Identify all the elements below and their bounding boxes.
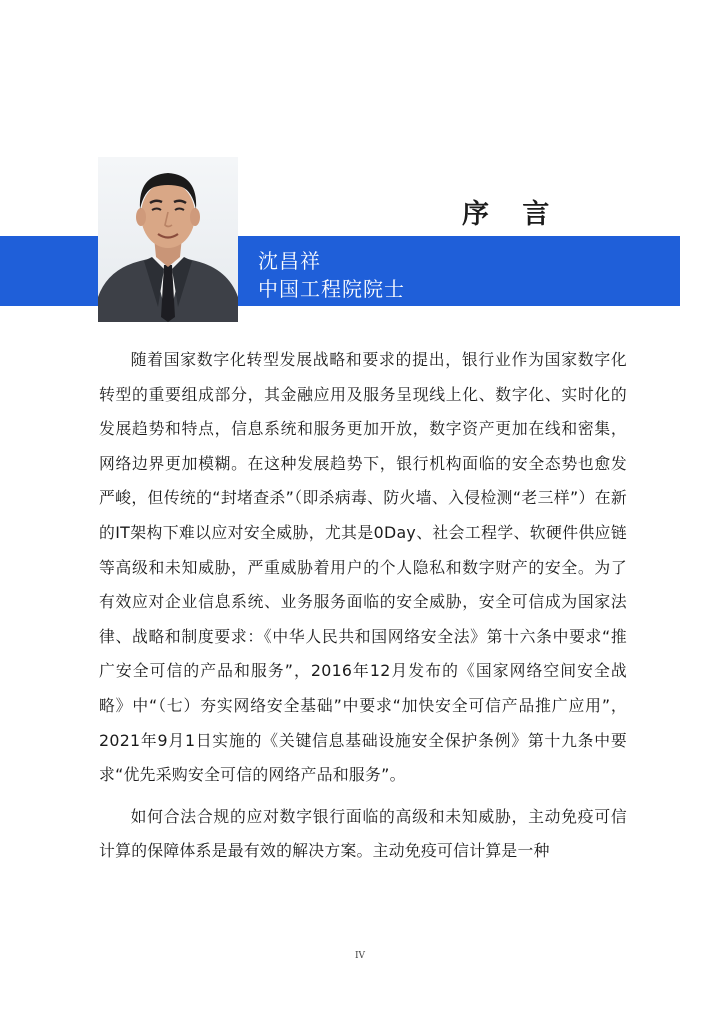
page-number: IV xyxy=(355,951,366,961)
author-portrait xyxy=(98,157,238,322)
preface-body xyxy=(99,343,627,869)
page-title: 序 言 xyxy=(462,199,562,230)
paragraph: 随着国家数字化转型发展战略和要求的提出，银行业作为国家数字化转型的重要组成部分，其金融应用及服务呈现线上化、数字化、实时化的发展趋势和特点，信息系统和服务更加开放，数字资产更加在线和密集，网络边界更加模糊。在这种发展趋势下，银行机构面临的安全态势也愈发严峻，但传统的“封堵查杀”（即杀病毒、防火墙、入侵检测“老三样”）在新的IT架构下难以应对安全威胁，尤其是0Day、社会工程学、软硬件供应链等高级和未知威胁，严重威胁着用户的个人隐私和数字财产的安全。为了有效应对企业信息系统、业务服务面临的安全威胁，安全可信成为国家法律、战略和制度要求：《中华人民共和国网络安全法》第十六条中要求“推广安全可信的产品和服务”，2016年12月发布的《国家网络空间安全战略》中“（七）夯实网络安全基础”中要求“加快安全可信产品推广应用”，2021年9月1日实施的《关键信息基础设施安全保护条例》第十九条中要求“优先采购安全可信的网络产品和服务”。 xyxy=(99,350,627,785)
author-title: 中国工程院院士 xyxy=(258,277,405,301)
portrait-photo xyxy=(98,157,238,322)
author-name: 沈昌祥 xyxy=(258,249,321,273)
header-band-left xyxy=(0,236,98,306)
paragraph: 如何合法合规的应对数字银行面临的高级和未知威胁，主动免疫可信计算的保障体系是最有效的解决方案。主动免疫可信计算是一种 xyxy=(99,806,627,861)
